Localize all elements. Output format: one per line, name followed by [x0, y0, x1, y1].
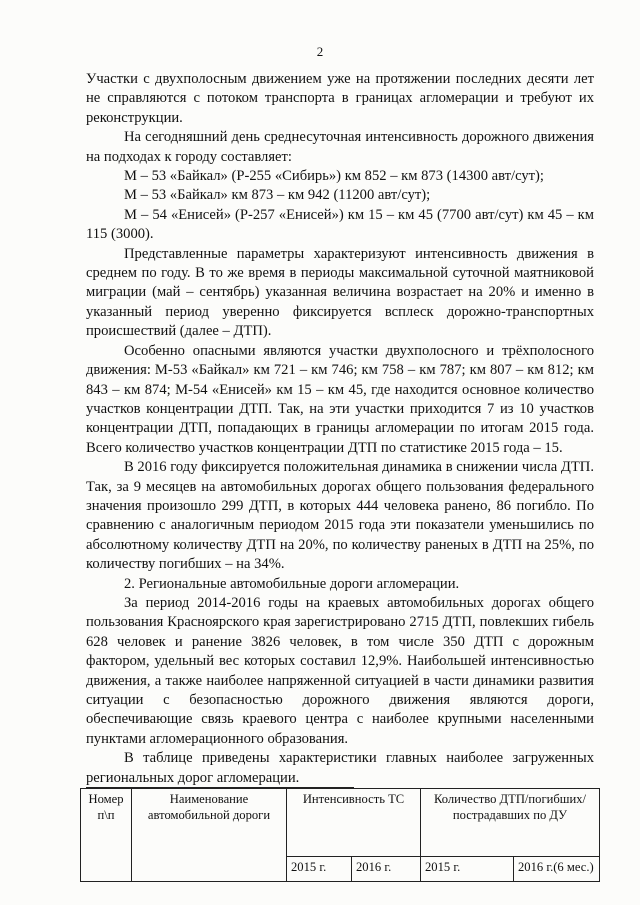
header-intensity: Интенсивность ТС [287, 789, 421, 857]
paragraph: На сегодняшний день среднесуточная интенсивность дорожного движения на подходах к городу составляет: [86, 129, 594, 165]
year-cell: 2016 г. [352, 857, 421, 882]
paragraph: Представленные параметры характеризуют интенсивность движения в среднем по году. В то же время в периоды максимальной суточной маятниковой миграции (май – сентябрь) указанная величина возрастает на 20% и именно в указанный период уверенно фиксируется всплеск дорожно-транспортных происшествий (далее – ДТП). [86, 245, 594, 340]
header-road-name: Наименование автомобильной дороги [132, 789, 287, 882]
header-number: Номер п\п [81, 789, 132, 882]
road-item: М – 54 «Енисей» (Р-257 «Енисей») км 15 – км 45 (7700 авт/сут) км 45 – км 115 (3000). [86, 206, 594, 243]
section-heading: 2. Региональные автомобильные дороги агломерации. [124, 575, 460, 592]
header-accidents: Количество ДТП/погибших/пострадавших по ДУ [421, 789, 600, 857]
document-body [86, 70, 594, 882]
paragraph: В таблице приведены характеристики главных наиболее загруженных региональных дорог агломерации. [86, 749, 594, 788]
road-item: М – 53 «Байкал» км 873 – км 942 (11200 авт/сут); [124, 187, 431, 204]
year-cell: 2016 г.(6 мес.) [514, 857, 600, 882]
roads-table [80, 788, 600, 882]
paragraph: В 2016 году фиксируется положительная динамика в снижении числа ДТП. Так, за 9 месяцев на автомобильных дорогах общего пользования федерального значения произошло 299 ДТП, в которых 444 человека ранено, 86 погибло. По сравнению с аналогичным периодом 2015 года эти показатели уменьшились по абсолютному количеству ДТП на 20%, по количеству раненых в ДТП на 25%, по количеству погибших – на 34%. [86, 459, 594, 573]
table-header-row [81, 789, 600, 857]
page-number: 2 [316, 44, 324, 59]
year-cell: 2015 г. [287, 857, 352, 882]
paragraph: Особенно опасными являются участки двухполосного и трёхполосного движения: М-53 «Байкал» км 721 – км 746; км 758 – км 787; км 807 – км 812; км 843 – км 874; М-54 «Енисей» км 15 – км 45, где находится основное количество участков концентрации ДТП. Так, на эти участки приходится 7 из 10 участков концентрации ДТП, попадающих в границы агломерации по итогам 2015 года. Всего количество участков концентрации ДТП по статистике 2015 года – 15. [86, 342, 594, 456]
paragraph: Участки с двухполосным движением уже на протяжении последних десяти лет не справляются с потоком транспорта в границах агломерации и требуют их реконструкции. [86, 71, 594, 126]
road-item: М – 53 «Байкал» (Р-255 «Сибирь») км 852 – км 873 (14300 авт/сут); [124, 168, 544, 185]
paragraph: За период 2014-2016 годы на краевых автомобильных дорогах общего пользования Красноярского края зарегистрировано 2715 ДТП, повлекших гибель 628 человек и ранение 3826 человек, в том числе 350 ДТП с дорожным фактором, удельный вес которых составил 12,9%. Наибольшей интенсивностью движения, а также наиболее напряженной ситуацией в части динамики развития ситуации с безопасностью дорожного движения являются дороги, обеспечивающие связь краевого центра с наиболее крупными населенными пунктами агломерационного образования. [86, 594, 594, 747]
year-cell: 2015 г. [421, 857, 514, 882]
